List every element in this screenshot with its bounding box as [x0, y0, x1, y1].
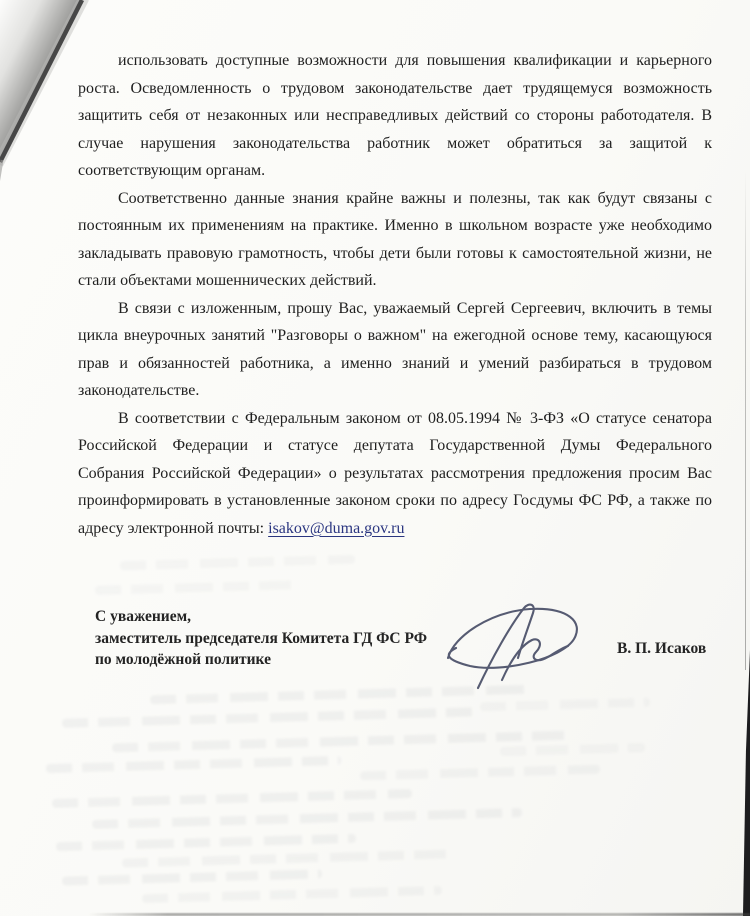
letter-line: роста. Осведомленность о трудовом законодательстве дает трудящемуся возможность [78, 79, 712, 97]
email-link[interactable]: isakov@duma.gov.ru [268, 519, 405, 537]
letter-line: законодательстве. [78, 382, 200, 399]
letter-line: защитить себя от незаконных или несправедливых действий со стороны работодателя. В [78, 107, 712, 124]
letter-line: проинформировать в установленные законом сроки по адресу Госдумы ФС РФ, а также по [78, 492, 712, 509]
closing-salutation: С уважением, [95, 608, 192, 625]
letter-line: стали объектами мошеннических действий. [78, 272, 377, 289]
letter-line: случае нарушения законодательства работник может обратиться за защитой к [78, 134, 712, 152]
letter-line: Соответственно данные знания крайне важны и полезны, так как будут связаны с [118, 189, 712, 207]
letter-line: постоянным их применениям на практике. Именно в школьном возрасте уже необходимо [78, 217, 712, 234]
letter-line: цикла внеурочных занятий "Разговоры о важном" на ежегодной основе тему, касающуюся [78, 327, 712, 344]
letter-line: В соответствии с Федеральным законом от 08.05.1994 № 3-ФЗ «О статусе сенатора [118, 409, 712, 427]
closing-position-line2: по молодёжной политике [95, 651, 271, 668]
closing-position-line1: заместитель председателя Комитета ГД ФС РФ [95, 629, 428, 647]
scan-border-shadow [741, 650, 750, 916]
letter-line: Собрания Российской Федерации» о результатах рассмотрения предложения просим Вас [78, 464, 712, 482]
letter-line: соответствующим органам. [78, 162, 266, 179]
handwritten-signature-icon [432, 596, 602, 698]
letter-line: использовать доступные возможности для повышения квалификации и карьерного [118, 52, 712, 69]
email-line [78, 515, 712, 543]
letter-line: Российской Федерации и статусе депутата Государственной Думы Федерального [78, 437, 712, 454]
closing-block [95, 606, 427, 671]
scan-page-edge [745, 170, 747, 670]
letter-line: В связи с изложенным, прошу Вас, уважаемый Сергей Сергеевич, включить в темы [118, 299, 712, 317]
signer-name: В. П. Исаков [617, 640, 707, 657]
letter-line: прав и обязанностей работника, а именно знаний и умений разбираться в трудовом [78, 354, 712, 372]
email-line-prefix: адресу электронной почты: [78, 519, 269, 537]
letter-line: закладывать правовую грамотность, чтобы дети были готовы к самостоятельной жизни, не [78, 244, 712, 262]
letter-body [78, 47, 712, 542]
